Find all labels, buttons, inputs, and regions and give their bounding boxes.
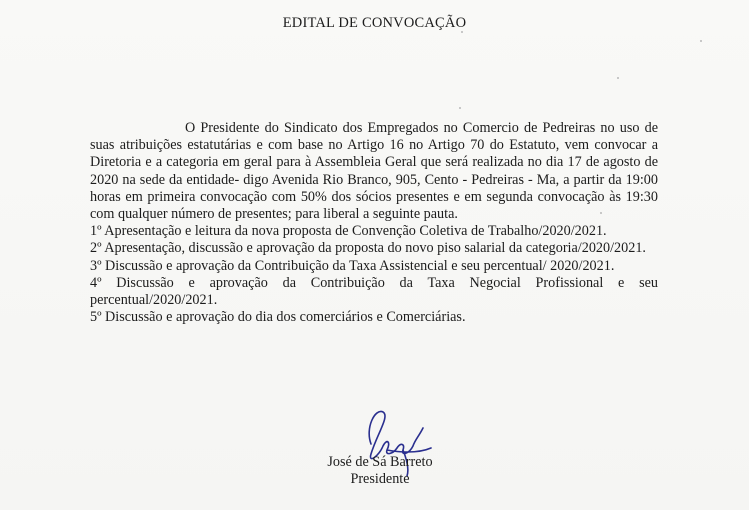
agenda-item-3: 3º Discussão e aprovação da Contribuição da Taxa Assistencial e seu percentual/ 2020/2021. <box>90 257 615 274</box>
signer-role: Presidente <box>350 471 410 487</box>
document-title: EDITAL DE CONVOCAÇÃO <box>282 15 467 31</box>
document-body <box>90 120 658 326</box>
signer-name: José de Sá Barreto <box>327 454 433 470</box>
agenda-item-4: 4º Discussão e aprovação da Contribuição da Taxa Negocial Profissional e seu percentual/2020/2021. <box>90 274 658 309</box>
agenda-item-2: 2º Apresentação, discussão e aprovação da proposta do novo piso salarial da categoria/2020/2021. <box>90 240 646 257</box>
intro-paragraph: O Presidente do Sindicato dos Empregados no Comercio de Pedreiras no uso de suas atribuições estatutárias e com base no Artigo 16 no Artigo 70 do Estatuto, vem convocar a Diretoria e a categoria em geral para à Assembleia Geral que será realizada no dia 17 de agosto de 2020 na sede da entidade- digo Avenida Rio Branco, 905, Cento - Pedreiras - Ma, a partir da 19:00 horas em primeira convocação com 50% dos sócios presentes e em segunda convocação às 19:30 com qualquer número de presentes; para liberal a seguinte pauta. <box>90 120 658 223</box>
agenda-item-5: 5º Discussão e aprovação do dia dos comerciários e Comerciárias. <box>90 309 466 326</box>
signature-block <box>300 454 460 488</box>
agenda-item-1: 1º Apresentação e leitura da nova proposta de Convenção Coletiva de Trabalho/2020/2021. <box>90 223 607 240</box>
